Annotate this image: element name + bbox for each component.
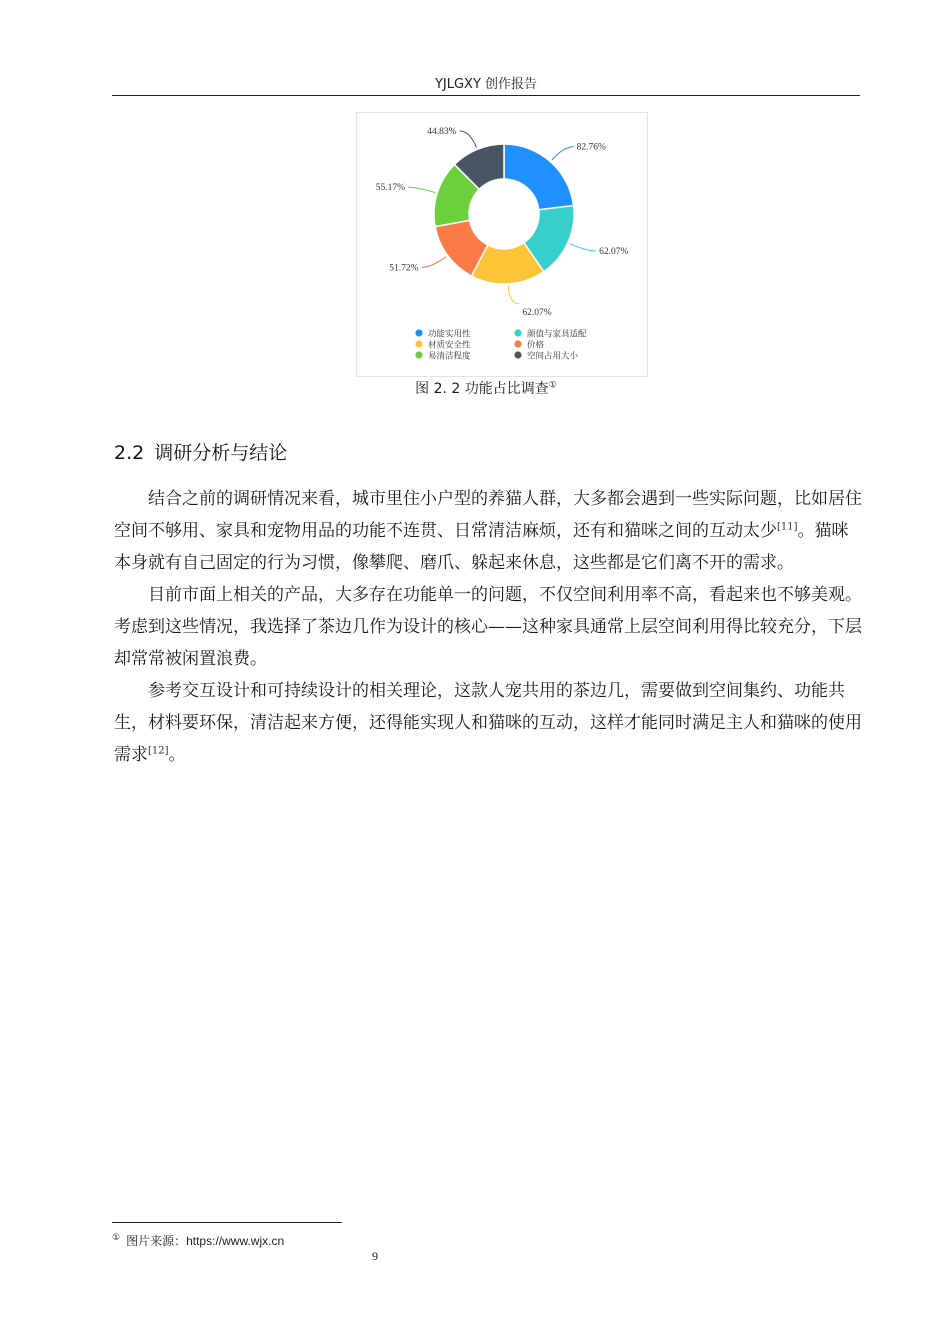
data-label: 62.07% (522, 307, 552, 318)
donut-slice (504, 144, 573, 210)
legend-label: 材质安全性 (428, 340, 471, 351)
leader-line (408, 187, 435, 192)
legend-layer (415, 328, 587, 361)
slices-layer (434, 144, 574, 284)
legend-swatch (415, 329, 422, 336)
figure-caption-text: 图 2. 2 功能占比调查 (415, 381, 549, 397)
footnote-rule (112, 1222, 342, 1223)
page-number: 9 (372, 1249, 378, 1263)
legend-swatch (415, 351, 422, 358)
paragraph-text: 结合之前的调研情况来看，城市里住小户型的养猫人群，大多都会遇到一些实际问题，比如居住空间不够用、家具和宠物用品的功能不连贯、日常清洁麻烦，还有和猫咪之间的互动太少 (114, 489, 862, 541)
data-label: 82.76% (576, 142, 606, 153)
footnote-url: https://www.wjx.cn (186, 1234, 285, 1248)
figure-footnote-ref: ① (548, 380, 557, 391)
paragraph-text: 。猫咪本身就有自己固定的行为习惯，像攀爬、磨爪、躲起来休息，这些都是它们离不开的需求。 (114, 521, 849, 573)
body-text (114, 483, 862, 771)
paragraph-text: 目前市面上相关的产品，大多存在功能单一的问题，不仅空间利用率不高，看起来也不够美观。考虑到这些情况，我选择了茶边几作为设计的核心——这种家具通常上层空间利用得比较充分，下层却常常被闲置浪费。 (114, 585, 862, 669)
data-label: 55.17% (375, 183, 406, 194)
citation: [12] (148, 745, 169, 757)
legend-label: 易清洁程度 (428, 351, 471, 362)
donut-chart (357, 113, 647, 376)
legend-label: 价格 (527, 340, 545, 351)
leader-line (422, 257, 446, 268)
legend-swatch (514, 329, 521, 336)
citation: [11] (777, 521, 798, 533)
legend-label: 功能实用性 (428, 329, 471, 340)
figure-frame (356, 112, 648, 377)
header-rule (112, 95, 860, 96)
data-label: 62.07% (599, 246, 629, 257)
leader-line (460, 131, 477, 148)
legend-label: 空间占用大小 (527, 351, 579, 362)
legend-label: 颜值与家具适配 (527, 329, 587, 340)
data-label: 44.83% (427, 126, 457, 137)
figure-caption (112, 379, 860, 399)
section-title: 调研分析与结论 (154, 442, 288, 464)
legend-swatch (514, 351, 521, 358)
leader-line (552, 147, 574, 160)
paragraph (114, 579, 862, 675)
section-heading (114, 440, 287, 466)
paragraph-text: 参考交互设计和可持续设计的相关理论，这款人宠共用的茶边几，需要做到空间集约、功能共生，材料要环保，清洁起来方便，还得能实现人和猫咪的互动，这样才能同时满足主人和猫咪的使用需求 (114, 681, 862, 765)
paragraph (114, 675, 862, 771)
running-header: YJLGXY 创作报告 (434, 77, 538, 92)
section-number: 2.2 (114, 442, 145, 464)
leader-line (570, 244, 596, 251)
legend-swatch (415, 340, 422, 347)
paragraph (114, 483, 862, 579)
footnote (112, 1232, 284, 1250)
leader-line (508, 286, 519, 304)
data-label: 51.72% (389, 263, 419, 274)
paragraph-text: 。 (168, 745, 186, 765)
footnote-label: 图片来源： (126, 1234, 187, 1248)
footnote-mark: ① (112, 1233, 121, 1243)
legend-swatch (514, 340, 521, 347)
